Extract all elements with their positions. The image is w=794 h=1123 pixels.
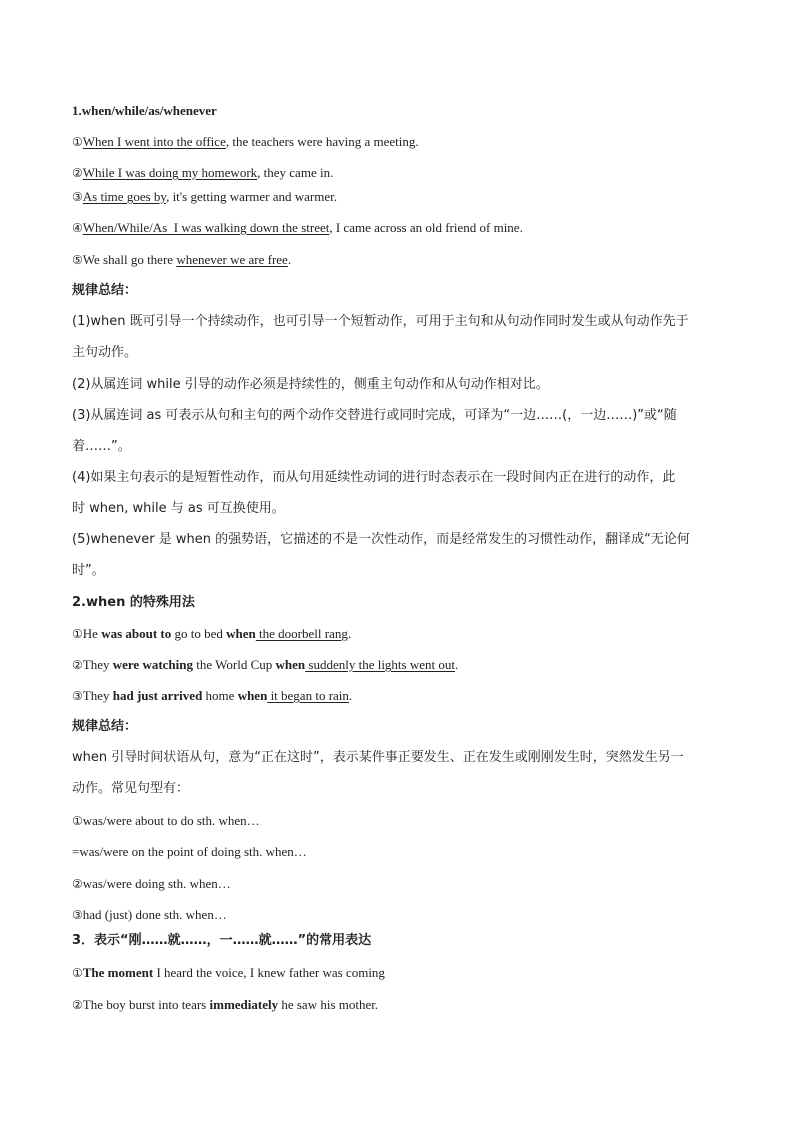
example-text: he saw his mother.: [278, 997, 379, 1012]
s2-rule-b: 动作。常见句型有：: [72, 781, 190, 796]
s1-rule-5a: (5)whenever 是 when 的强势语，它描述的不是一次性动作，而是经常发生的习惯性动作，翻译成“无论何: [72, 532, 690, 547]
s2-example-1: [72, 625, 351, 643]
bold-phrase: were watching: [112, 657, 194, 672]
s1-rule-2: (2)从属连词 while 引导的动作必须是持续性的，侧重主句动作和从句动作相对比。: [72, 377, 549, 392]
underlined-clause: the doorbell rang: [255, 626, 348, 641]
circled-number: ③: [72, 908, 83, 922]
underlined-clause: When I went into the office: [82, 134, 226, 149]
s1-example-3: [72, 188, 337, 206]
circled-number: ④: [72, 221, 83, 235]
pattern-text: was/were doing sth. when…: [82, 876, 231, 891]
s2-summary-title: 规律总结：: [72, 719, 138, 734]
example-text: the World Cup: [193, 657, 276, 672]
example-text: The boy burst into tears: [82, 997, 210, 1012]
s3-example-2: [72, 996, 378, 1014]
s1-rule-4a: (4)如果主句表示的是短暂性动作，而从句用延续性动词的进行时态表示在一段时间内正在进行的动作，此: [72, 470, 676, 485]
circled-number: ②: [72, 658, 83, 672]
example-text: .: [455, 657, 459, 672]
s1-example-2: [72, 164, 333, 182]
bold-phrase: The moment: [82, 965, 154, 980]
underlined-clause: While I was doing my homework: [82, 165, 258, 180]
section-2-title: 2.when 的特殊用法: [72, 595, 195, 610]
circled-number: ①: [72, 814, 83, 828]
circled-number: ②: [72, 166, 83, 180]
s2-example-3: [72, 687, 352, 705]
bold-phrase: immediately: [209, 997, 279, 1012]
example-text: , it's getting warmer and warmer.: [166, 189, 337, 204]
example-text: .: [347, 626, 352, 641]
example-text: We shall go there: [82, 252, 177, 267]
s2-pattern-1b: =was/were on the point of doing sth. when…: [72, 844, 307, 859]
s2-example-2: [72, 656, 458, 674]
circled-number: ①: [72, 627, 83, 641]
section-1-title: 1.when/while/as/whenever: [72, 103, 217, 118]
s1-rule-5b: 时”。: [72, 563, 105, 578]
example-text: , they came in.: [257, 165, 334, 180]
example-text: They: [82, 688, 113, 703]
pattern-text: was/were about to do sth. when…: [82, 813, 260, 828]
s2-rule-a: when 引导时间状语从句，意为“正在这时”，表示某件事正要发生、正在发生或刚刚发生时，突然发生另一: [72, 750, 684, 765]
s1-example-5: [72, 251, 291, 269]
circled-number: ①: [72, 135, 83, 149]
s1-example-1: [72, 133, 419, 151]
s3-example-1: [72, 964, 385, 982]
s2-pattern-2: [72, 875, 231, 893]
example-text: I heard the voice, I knew father was coming: [153, 965, 385, 980]
s1-rule-3b: 着……”。: [72, 439, 131, 454]
bold-when: when: [226, 626, 256, 641]
example-text: .: [348, 688, 353, 703]
s1-example-4: [72, 219, 523, 237]
circled-number: ③: [72, 190, 83, 204]
example-text: They: [82, 657, 113, 672]
bold-when: when: [275, 657, 306, 672]
circled-number: ③: [72, 689, 83, 703]
example-text: , I came across an old friend of mine.: [329, 220, 523, 235]
example-text: , the teachers were having a meeting.: [225, 134, 419, 149]
example-text: .: [287, 252, 292, 267]
bold-phrase: had just arrived: [112, 688, 203, 703]
circled-number: ⑤: [72, 253, 83, 267]
underlined-clause: suddenly the lights went out: [305, 657, 455, 672]
pattern-text: had (just) done sth. when…: [82, 907, 227, 922]
example-text: He: [82, 626, 102, 641]
s2-pattern-3: [72, 906, 227, 924]
s2-pattern-1: [72, 812, 260, 830]
underlined-clause: When/While/As I was walking down the street: [82, 220, 330, 235]
bold-when: when: [237, 688, 268, 703]
underlined-clause: As time goes by: [82, 189, 167, 204]
circled-number: ①: [72, 966, 83, 980]
example-text: go to bed: [171, 626, 227, 641]
circled-number: ②: [72, 998, 83, 1012]
circled-number: ②: [72, 877, 83, 891]
s1-rule-1b: 主句动作。: [72, 345, 138, 360]
s1-rule-3a: (3)从属连词 as 可表示从句和主句的两个动作交替进行或同时完成，可译为“一边……(，一边……)”或“随: [72, 408, 677, 423]
s1-summary-title: 规律总结：: [72, 283, 138, 298]
s1-rule-4b: 时 when, while 与 as 可互换使用。: [72, 501, 285, 516]
s1-rule-1a: (1)when 既可引导一个持续动作，也可引导一个短暂动作，可用于主句和从句动作同时发生或从句动作先于: [72, 314, 689, 329]
section-3-title: 3．表示“刚……就……，一……就……”的常用表达: [72, 933, 372, 948]
example-text: home: [202, 688, 238, 703]
underlined-clause: whenever we are free: [176, 252, 288, 267]
bold-phrase: was about to: [101, 626, 172, 641]
underlined-clause: it began to rain: [267, 688, 349, 703]
